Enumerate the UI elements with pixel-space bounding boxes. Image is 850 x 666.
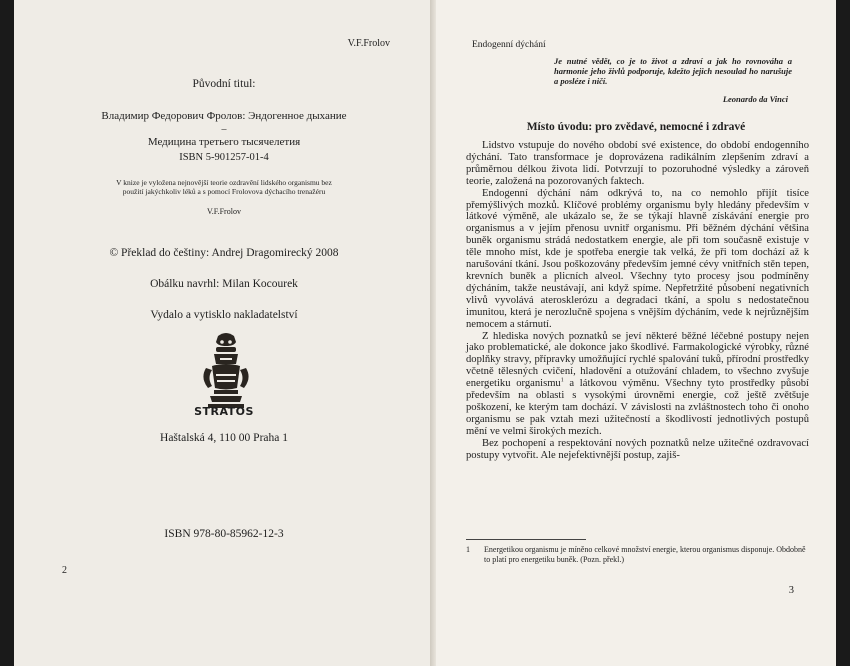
book-isbn: ISBN 978-80-85962-12-3	[164, 528, 284, 540]
paragraph-text: a látkovou výměnu. Všechny tyto prostředky působí především na oblasti s vysokými úrovněmi energie, což ještě zvětšuje poškození, ke kterým tam dochází. V závislosti na zvláštnostech toho či onoho organismu se pak vztah mezi užitečností a škodlivostí jednotlivých postupů mění ve velmi širokých mezích.	[466, 378, 809, 437]
epigraph: Je nutné vědět, co je to život a zdraví a jak ho rovnováha a harmonie jeho živlů podporuje, kdežto jejich nesoulad ho narušuje a posléze i ničí.	[554, 56, 792, 86]
body-paragraph: Endogenní dýchání nám odkrývá to, na co nemohlo přijít tisíce přemýšlivých mozků. Klíčové problémy organismu byly hledány především v látkové výměně, ale ukázalo se, že se týkají hlavně získávání energie pro organismus a v jejím přenosu uvnitř organismu. Při běžném dýchání většina buněk organismu strádá nedostatkem energie, ale při tom současně existuje v těle mnoho míst, kde je spotřeba energie tak velká, že při tom dochází až k narušování tkání. Jsou poškozovány především jemné cévy vnitřních stěn tepen, krevních buněk a plicních alveol. Všechny tyto procesy jsou podmíněny dýcháním, takže neustávají, ani když spíme. Nepřetržité působení negativních vlivů vyvolává aterosklerózu a degradaci tkání, a spolu s nedostatečnou imunitou, která je nerozlučně spojena s vnějším dýcháním, vede k nejrůznějším nemocem a stárnutí.	[466, 187, 809, 330]
publisher-credit: Vydalo a vytisklo nakladatelství	[150, 309, 298, 321]
book-note-line: V knize je vyložena nejnovější teorie ozdravění lidského organismu bez	[116, 178, 332, 187]
body-paragraph	[466, 331, 809, 438]
left-page	[14, 0, 434, 666]
paragraph-text: Z hlediska nových poznatků se jeví některé běžné léčebné postupy nejen jako problematické, ale dokonce jako škodlivé. Farmakologické výrobky, různé doplňky stravy, přípravky umožňující rychlé spalování tuků, přírodní prostředky včetně tělesných cvičení, hladovění a otužování chladem, to všechno zvyšuje energetiku organismu	[466, 330, 809, 390]
original-isbn: ISBN 5-901257-01-4	[179, 152, 269, 163]
footnote-text: Energetikou organismu je míněno celkové množství energie, kterou organismus disponuje. Obdobně to platí pro energetiku buněk. (Pozn. překl.)	[484, 545, 806, 564]
book-note	[74, 178, 374, 196]
page-number-right: 3	[788, 585, 794, 596]
body-paragraph: Lidstvo vstupuje do nového období své existence, do období endogenního dýchání. Tato transformace je doprovázena radikálním zlepšením zdraví a průměrnou délkou života lidí. Potvrzují to pozoruhodné výsledky a zároveň teorie, založená na pozorovaných faktech.	[466, 140, 809, 187]
body-text	[466, 140, 809, 461]
footnote-ref: 1	[560, 377, 564, 384]
body-paragraph: Bez pochopení a respektování nových poznatků nelze užitečné ozdravovací postupy vytvořit. Ale nejefektivnější postup, zajiš-	[466, 437, 809, 461]
original-title-label: Původní titul:	[192, 78, 256, 90]
stratos-logo-icon	[196, 330, 256, 416]
running-head-left: V.F.Frolov	[347, 38, 390, 49]
footnote	[466, 545, 811, 564]
footnote-number: 1	[466, 545, 470, 554]
title-dash: –	[221, 124, 227, 135]
footnote-divider	[466, 539, 586, 540]
stratos-logo-text: STRATOS	[194, 405, 254, 418]
page-number-left: 2	[62, 565, 67, 576]
publisher-address: Haštalská 4, 110 00 Praha 1	[160, 432, 288, 444]
chapter-heading: Místo úvodu: pro zvědavé, nemocné i zdravé	[526, 121, 746, 133]
original-subtitle: Медицина третьего тысячелетия	[147, 136, 301, 148]
original-author-title: Владимир Федорович Фролов: Эндогенное дыхание	[101, 110, 347, 122]
epigraph-author: Leonardo da Vinci	[722, 94, 788, 104]
cover-credit: Obálku navrhl: Milan Kocourek	[150, 278, 298, 290]
book-note-author: V.F.Frolov	[207, 207, 241, 216]
translation-credit: © Překlad do češtiny: Andrej Dragomirecký 2008	[109, 247, 339, 259]
right-page	[436, 0, 836, 666]
running-head-right: Endogenní dýchání	[472, 40, 546, 50]
book-note-line: použití jakýchkoliv léků a s pomocí Frolovova dýchacího trenažéru	[122, 187, 326, 196]
